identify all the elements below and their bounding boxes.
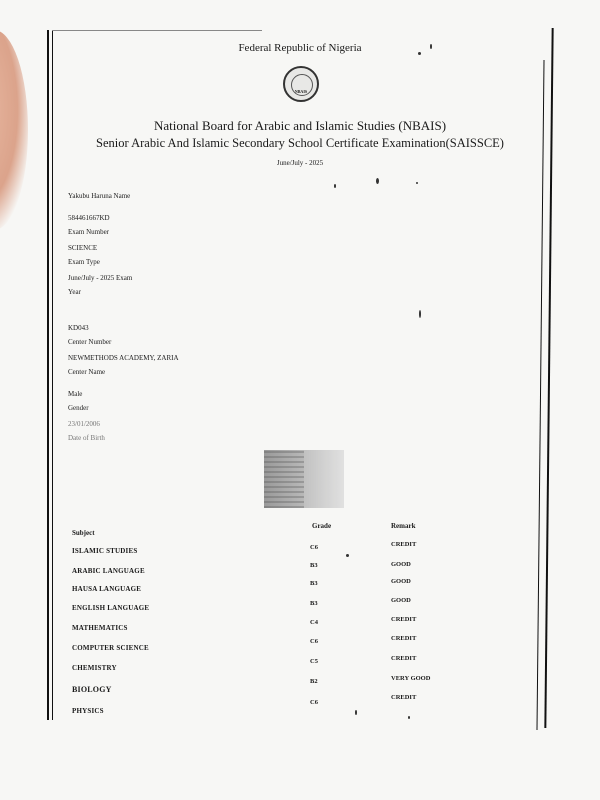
table-row-subject: CHEMISTRY xyxy=(72,664,117,672)
session-label: June/July - 2025 xyxy=(276,159,324,167)
table-row-grade: C6 xyxy=(310,638,318,645)
scan-speck xyxy=(418,52,421,55)
grade-header: Grade xyxy=(312,522,332,530)
table-row-remark: CREDIT xyxy=(391,694,417,701)
center-number-label: Center Number xyxy=(68,338,112,346)
table-row-remark: CREDIT xyxy=(391,635,417,642)
scan-speck xyxy=(416,182,418,184)
scan-speck xyxy=(355,710,357,715)
top-border xyxy=(52,30,262,31)
table-row-remark: GOOD xyxy=(391,578,411,585)
exam-title: Senior Arabic And Islamic Secondary School Certificate Examination(SAISSCE) xyxy=(96,136,504,150)
table-row-grade: B3 xyxy=(310,580,318,587)
nbais-seal-icon: NBAIS xyxy=(283,66,319,102)
candidate-name: Yakubu Haruna Name xyxy=(68,192,131,200)
center-number-value: KD043 xyxy=(68,324,89,332)
table-row-grade: C6 xyxy=(310,699,318,706)
table-row-grade: B2 xyxy=(310,678,318,685)
dob-label: Date of Birth xyxy=(68,434,105,442)
table-row-subject: COMPUTER SCIENCE xyxy=(72,644,149,652)
year-value: June/July - 2025 Exam xyxy=(68,274,133,282)
scan-speck xyxy=(430,44,432,49)
gender-value: Male xyxy=(68,390,83,398)
table-row-remark: VERY GOOD xyxy=(391,675,431,682)
table-row-grade: C4 xyxy=(310,619,318,626)
subject-header: Subject xyxy=(72,529,95,537)
table-row-remark: CREDIT xyxy=(391,616,417,623)
table-row-subject: ISLAMIC STUDIES xyxy=(72,547,138,555)
center-name-label: Center Name xyxy=(68,368,106,376)
exam-type-value: SCIENCE xyxy=(68,244,98,252)
table-row-subject: HAUSA LANGUAGE xyxy=(72,585,142,593)
table-row-remark: CREDIT xyxy=(391,655,417,662)
board-title: National Board for Arabic and Islamic Studies (NBAIS) xyxy=(153,118,447,133)
table-row-subject: MATHEMATICS xyxy=(72,624,128,632)
dob-value: 23/01/2006 xyxy=(68,420,100,428)
remark-header: Remark xyxy=(391,522,416,530)
table-row-subject: ARABIC LANGUAGE xyxy=(72,567,145,575)
center-name-value: NEWMETHODS ACADEMY, ZARIA xyxy=(68,354,179,362)
table-row-remark: CREDIT xyxy=(391,541,417,548)
candidate-photo xyxy=(264,450,344,508)
table-row-grade: B3 xyxy=(310,562,318,569)
table-row-subject: ENGLISH LANGUAGE xyxy=(72,604,150,612)
exam-number-label: Exam Number xyxy=(68,228,110,236)
table-row-grade: B3 xyxy=(310,600,318,607)
scan-speck xyxy=(408,716,410,719)
year-label: Year xyxy=(68,288,81,296)
scan-speck xyxy=(346,554,349,557)
table-row-grade: C5 xyxy=(310,658,318,665)
scan-speck xyxy=(376,178,379,184)
country-heading: Federal Republic of Nigeria xyxy=(238,42,362,54)
table-row-remark: GOOD xyxy=(391,597,411,604)
exam-type-label: Exam Type xyxy=(68,258,100,266)
table-row-grade: C6 xyxy=(310,544,318,551)
scan-speck xyxy=(334,184,336,188)
table-row-subject: PHYSICS xyxy=(72,707,104,715)
gender-label: Gender xyxy=(68,404,89,412)
scan-speck xyxy=(419,310,421,318)
table-row-remark: GOOD xyxy=(391,561,411,568)
table-row-subject: BIOLOGY xyxy=(72,685,112,694)
exam-number-value: 584461667KD xyxy=(68,214,110,222)
